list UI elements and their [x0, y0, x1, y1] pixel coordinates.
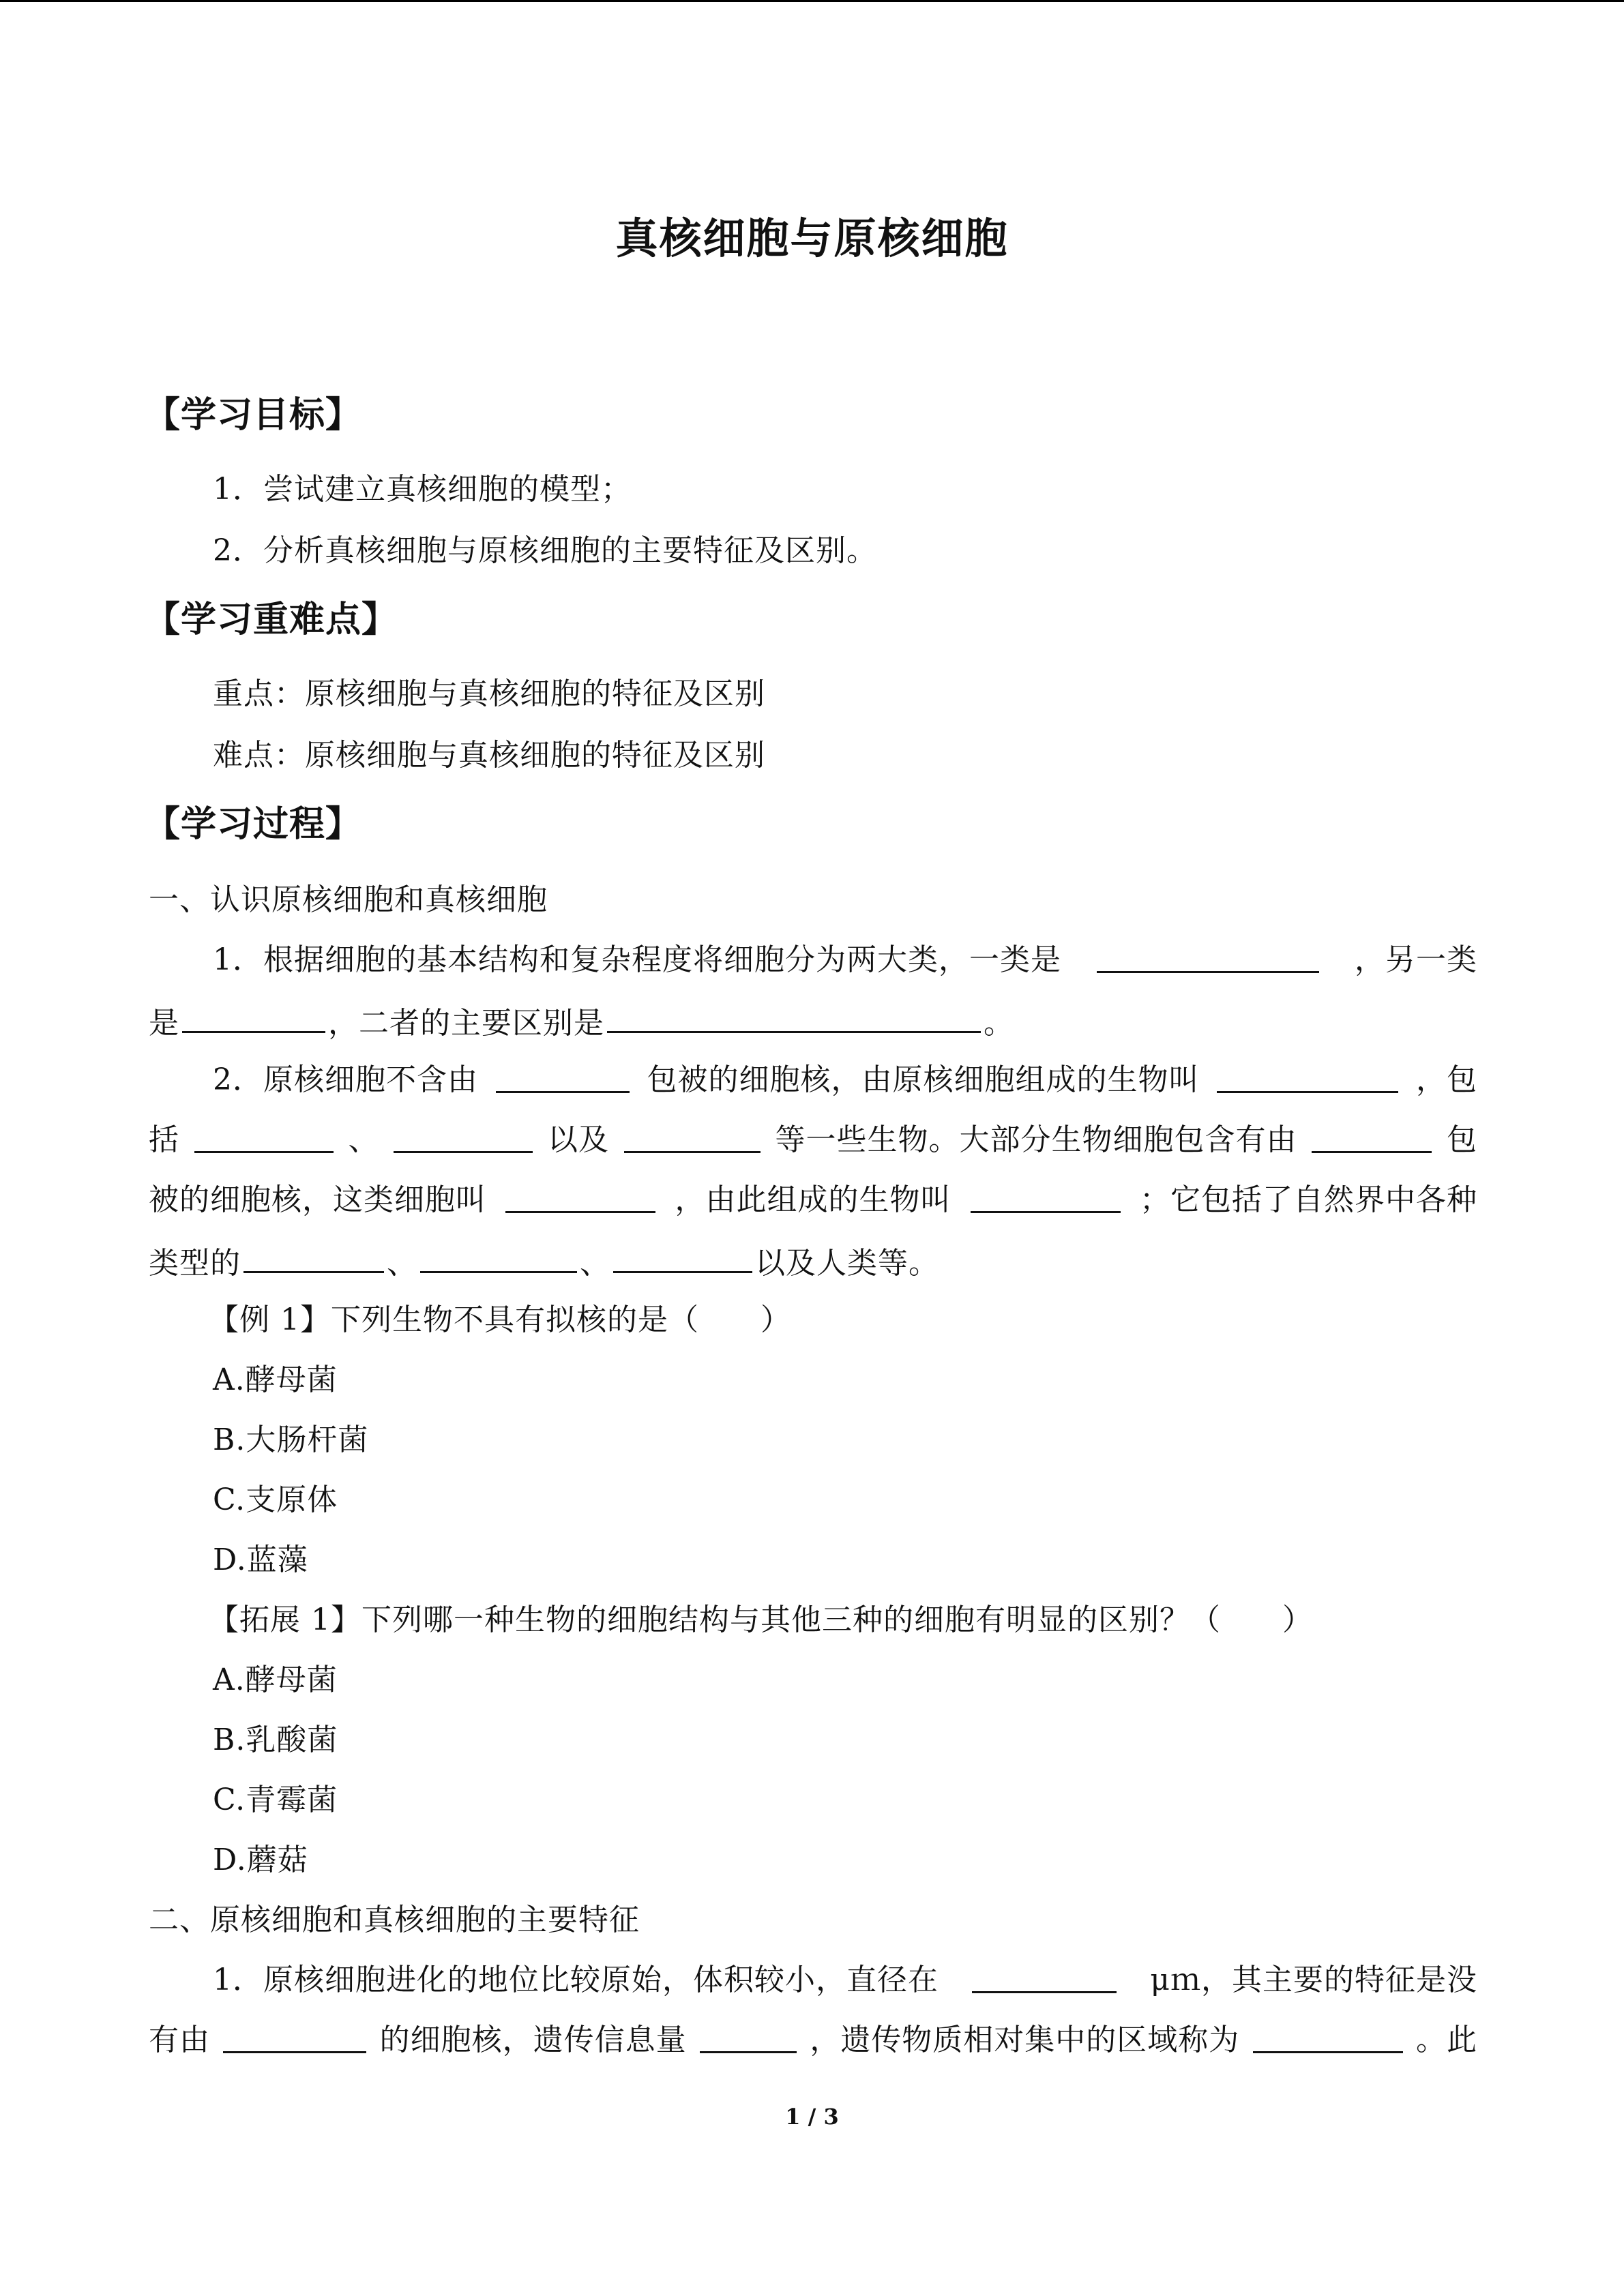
text-segment: ，二者的主要区别是 [328, 1006, 604, 1041]
part1-q2-line4 [149, 1240, 939, 1284]
text-segment: ，包 [1416, 1062, 1477, 1097]
part1-q2-line1 [213, 1060, 1477, 1101]
heading-goals: 【学习目标】 [145, 395, 362, 436]
extension1-question: 【拓展 1】下列哪一种生物的细胞结构与其他三种的细胞有明显的区别？（ ） [209, 1602, 1313, 1637]
extension1-option-b[interactable]: B.乳酸菌 [213, 1723, 338, 1757]
text-segment: 2．原核细胞不含由 [213, 1062, 478, 1097]
heading-key-points: 【学习重难点】 [145, 599, 398, 640]
example1-option-c[interactable]: C.支原体 [213, 1482, 338, 1517]
fill-blank[interactable] [223, 2020, 366, 2053]
extension1-option-d[interactable]: D.蘑菇 [213, 1843, 308, 1877]
fill-blank[interactable] [972, 1960, 1117, 1993]
text-segment: 以及人类等。 [755, 1246, 939, 1281]
text-segment: 类型的 [149, 1246, 241, 1281]
text-segment: 是 [149, 1006, 179, 1041]
text-segment: 括 [149, 1122, 179, 1157]
part2-q1-line2 [149, 2020, 1477, 2061]
text-segment: ，另一类 [1355, 942, 1477, 977]
page-number: 1 / 3 [785, 2104, 839, 2130]
text-segment: 、 [580, 1246, 610, 1281]
fill-blank[interactable] [243, 1240, 384, 1273]
text-segment: 包 [1447, 1122, 1477, 1157]
goal-item: 2．分析真核细胞与原核细胞的主要特征及区别。 [213, 533, 877, 568]
text-segment: 1．原核细胞进化的地位比较原始，体积较小，直径在 [213, 1963, 939, 1997]
part2-title: 二、原核细胞和真核细胞的主要特征 [149, 1903, 640, 1937]
part1-q1-line1 [213, 940, 1477, 981]
text-segment: μｍ，其主要的特征是没 [1150, 1963, 1477, 1997]
text-segment: 以及 [548, 1122, 609, 1157]
difficult-point-item: 难点：原核细胞与真核细胞的特征及区别 [213, 738, 765, 773]
text-segment: 有由 [149, 2023, 210, 2057]
example1-option-a[interactable]: A.酵母菌 [213, 1362, 338, 1397]
example1-option-d[interactable]: D.蓝藻 [213, 1542, 308, 1577]
fill-blank[interactable] [1253, 2020, 1403, 2053]
fill-blank[interactable] [1217, 1060, 1398, 1093]
text-segment: 包被的细胞核，由原核细胞组成的生物叫 [647, 1062, 1200, 1097]
fill-blank[interactable] [624, 1120, 761, 1153]
heading-process: 【学习过程】 [145, 804, 362, 845]
part1-title: 一、认识原核细胞和真核细胞 [149, 882, 548, 917]
fill-blank[interactable] [496, 1060, 630, 1093]
text-segment: 。 [984, 1006, 1014, 1041]
example1-option-b[interactable]: B.大肠杆菌 [213, 1422, 369, 1457]
fill-blank[interactable] [394, 1120, 533, 1153]
text-segment: 、 [387, 1246, 417, 1281]
text-segment: 的细胞核，遗传信息量 [379, 2023, 687, 2057]
page-title: 真核细胞与原核细胞 [615, 213, 1009, 263]
text-segment: 被的细胞核，这类细胞叫 [149, 1182, 486, 1217]
fill-blank[interactable] [420, 1240, 577, 1273]
text-segment: 、 [348, 1122, 379, 1157]
text-segment: ，遗传物质相对集中的区域称为 [810, 2023, 1240, 2057]
text-segment: ，由此组成的生物叫 [675, 1182, 951, 1217]
fill-blank[interactable] [613, 1240, 752, 1273]
example1-question: 【例 1】下列生物不具有拟核的是（ ） [209, 1302, 791, 1337]
fill-blank[interactable] [971, 1180, 1121, 1213]
top-border [0, 0, 1624, 2]
text-segment: 1．根据细胞的基本结构和复杂程度将细胞分为两大类，一类是 [213, 942, 1061, 977]
key-point-item: 重点：原核细胞与真核细胞的特征及区别 [213, 676, 765, 711]
fill-blank[interactable] [607, 1000, 981, 1033]
fill-blank[interactable] [182, 1000, 325, 1033]
part1-q2-line2 [149, 1120, 1477, 1161]
part2-q1-line1 [213, 1960, 1477, 2001]
text-segment: ；它包括了自然界中各种 [1140, 1182, 1477, 1217]
text-segment: 。此 [1415, 2023, 1477, 2057]
fill-blank[interactable] [1312, 1120, 1432, 1153]
goal-item: 1．尝试建立真核细胞的模型； [213, 472, 632, 507]
part1-q1-line2 [149, 1000, 1014, 1044]
extension1-option-a[interactable]: A.酵母菌 [213, 1663, 338, 1697]
fill-blank[interactable] [194, 1120, 334, 1153]
part1-q2-line3 [149, 1180, 1477, 1221]
fill-blank[interactable] [700, 2020, 797, 2053]
fill-blank[interactable] [1097, 940, 1319, 973]
fill-blank[interactable] [505, 1180, 655, 1213]
text-segment: 等一些生物。大部分生物细胞包含有由 [775, 1122, 1297, 1157]
extension1-option-c[interactable]: C.青霉菌 [213, 1783, 338, 1817]
